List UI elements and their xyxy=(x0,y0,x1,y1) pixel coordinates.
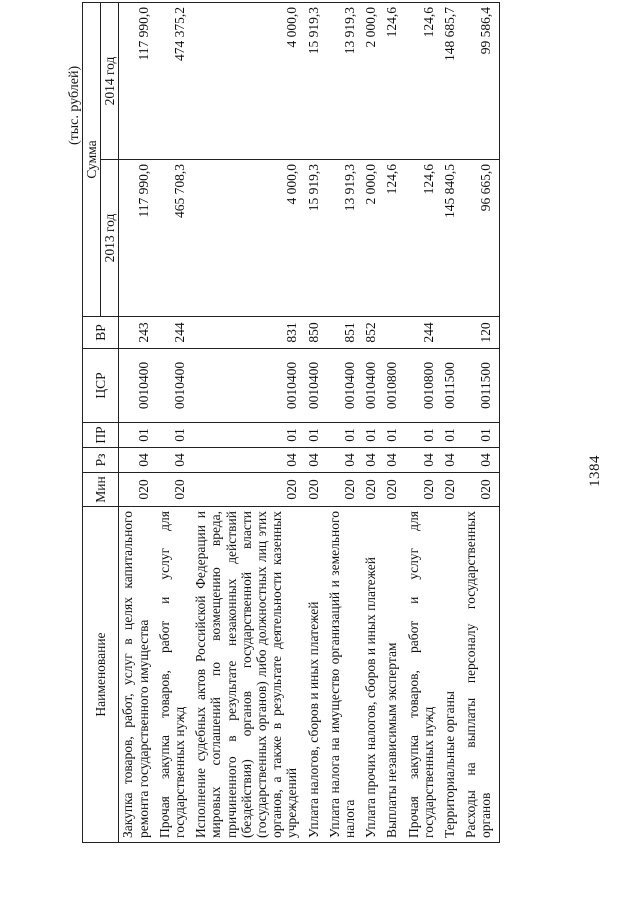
cell-pr: 01 xyxy=(305,423,326,448)
cell-vr: 244 xyxy=(405,317,441,349)
budget-table xyxy=(82,2,500,843)
cell-min: 020 xyxy=(383,473,404,507)
cell-rz: 04 xyxy=(362,448,383,473)
cell-min: 020 xyxy=(156,473,192,507)
cell-vr: 243 xyxy=(119,317,156,349)
cell-csr: 0011500 xyxy=(441,349,462,423)
cell-2013: 15 919,3 xyxy=(305,160,326,317)
cell-2014: 117 990,0 xyxy=(119,3,156,160)
units-note: (тыс. рублей) xyxy=(67,65,82,145)
cell-rz: 04 xyxy=(119,448,156,473)
table-row xyxy=(119,3,156,843)
cell-pr: 01 xyxy=(441,423,462,448)
cell-pr: 01 xyxy=(462,423,499,448)
cell-vr xyxy=(441,317,462,349)
header-name: Наименование xyxy=(83,507,119,843)
cell-name: Выплаты независимым экспертам xyxy=(383,507,404,843)
header-vr: ВР xyxy=(83,317,119,349)
cell-min: 020 xyxy=(441,473,462,507)
header-pr: ПР xyxy=(83,423,119,448)
cell-min: 020 xyxy=(192,473,304,507)
cell-vr: 120 xyxy=(462,317,499,349)
cell-csr: 0010400 xyxy=(305,349,326,423)
cell-2014: 124,6 xyxy=(383,3,404,160)
cell-csr: 0011500 xyxy=(462,349,499,423)
cell-2014: 15 919,3 xyxy=(305,3,326,160)
cell-2013: 2 000,0 xyxy=(362,160,383,317)
cell-2013: 124,6 xyxy=(383,160,404,317)
cell-csr: 0010400 xyxy=(326,349,362,423)
cell-2013: 13 919,3 xyxy=(326,160,362,317)
cell-rz: 04 xyxy=(156,448,192,473)
table-row xyxy=(156,3,192,843)
cell-rz: 04 xyxy=(383,448,404,473)
cell-rz: 04 xyxy=(462,448,499,473)
header-min: Мин xyxy=(83,473,119,507)
table-row xyxy=(462,3,499,843)
cell-rz: 04 xyxy=(441,448,462,473)
cell-name: Исполнение судебных актов Российской Федерации и мировых соглашений по возмещению вреда, причиненного в результате незаконных действий (бездействия) органов государственной власти (государственных органов) либо должностных лиц этих органов, а также в результате деятельности казенных учреждений xyxy=(192,507,304,843)
cell-2013: 96 665,0 xyxy=(462,160,499,317)
cell-csr: 0010800 xyxy=(383,349,404,423)
cell-min: 020 xyxy=(119,473,156,507)
table-row xyxy=(383,3,404,843)
cell-2014: 13 919,3 xyxy=(326,3,362,160)
cell-name: Закупка товаров, работ, услуг в целях капитального ремонта государственного имущества xyxy=(119,507,156,843)
cell-csr: 0010400 xyxy=(362,349,383,423)
cell-name: Территориальные органы xyxy=(441,507,462,843)
cell-vr: 852 xyxy=(362,317,383,349)
cell-vr: 850 xyxy=(305,317,326,349)
cell-min: 020 xyxy=(405,473,441,507)
header-sum: Сумма xyxy=(83,3,101,317)
cell-name: Прочая закупка товаров, работ и услуг для государственных нужд xyxy=(156,507,192,843)
cell-pr: 01 xyxy=(362,423,383,448)
cell-name: Уплата налога на имущество организаций и земельного налога xyxy=(326,507,362,843)
table-row xyxy=(362,3,383,843)
cell-csr: 0010800 xyxy=(405,349,441,423)
table-row xyxy=(305,3,326,843)
table-row xyxy=(441,3,462,843)
cell-min: 020 xyxy=(305,473,326,507)
cell-2014: 148 685,7 xyxy=(441,3,462,160)
cell-csr: 0010400 xyxy=(119,349,156,423)
cell-min: 020 xyxy=(326,473,362,507)
header-year-2014: 2014 год xyxy=(101,3,119,160)
cell-min: 020 xyxy=(362,473,383,507)
cell-2014: 2 000,0 xyxy=(362,3,383,160)
cell-2013: 117 990,0 xyxy=(119,160,156,317)
cell-vr xyxy=(383,317,404,349)
table-row xyxy=(192,3,304,843)
cell-2014: 99 586,4 xyxy=(462,3,499,160)
header-csr: ЦСР xyxy=(83,349,119,423)
cell-rz: 04 xyxy=(326,448,362,473)
cell-vr: 244 xyxy=(156,317,192,349)
cell-2013: 465 708,3 xyxy=(156,160,192,317)
header-row xyxy=(83,3,101,843)
header-year-2013: 2013 год xyxy=(101,160,119,317)
cell-csr: 0010400 xyxy=(156,349,192,423)
table-body xyxy=(119,3,499,843)
cell-pr: 01 xyxy=(405,423,441,448)
cell-rz: 04 xyxy=(305,448,326,473)
cell-2014: 4 000,0 xyxy=(192,3,304,160)
cell-pr: 01 xyxy=(383,423,404,448)
cell-vr: 851 xyxy=(326,317,362,349)
cell-pr: 01 xyxy=(192,423,304,448)
cell-2014: 124,6 xyxy=(405,3,441,160)
cell-csr: 0010400 xyxy=(192,349,304,423)
cell-2013: 4 000,0 xyxy=(192,160,304,317)
cell-2013: 145 840,5 xyxy=(441,160,462,317)
cell-name: Уплата налогов, сборов и иных платежей xyxy=(305,507,326,843)
page-number: 1384 xyxy=(587,455,603,487)
cell-vr: 831 xyxy=(192,317,304,349)
header-rz: Рз xyxy=(83,448,119,473)
cell-name: Прочая закупка товаров, работ и услуг для государственных нужд xyxy=(405,507,441,843)
table-row xyxy=(405,3,441,843)
cell-rz: 04 xyxy=(405,448,441,473)
cell-name: Уплата прочих налогов, сборов и иных платежей xyxy=(362,507,383,843)
cell-name: Расходы на выплаты персоналу государственных органов xyxy=(462,507,499,843)
cell-pr: 01 xyxy=(119,423,156,448)
cell-pr: 01 xyxy=(326,423,362,448)
cell-min: 020 xyxy=(462,473,499,507)
cell-2014: 474 375,2 xyxy=(156,3,192,160)
table-row xyxy=(326,3,362,843)
cell-pr: 01 xyxy=(156,423,192,448)
cell-rz: 04 xyxy=(192,448,304,473)
cell-2013: 124,6 xyxy=(405,160,441,317)
